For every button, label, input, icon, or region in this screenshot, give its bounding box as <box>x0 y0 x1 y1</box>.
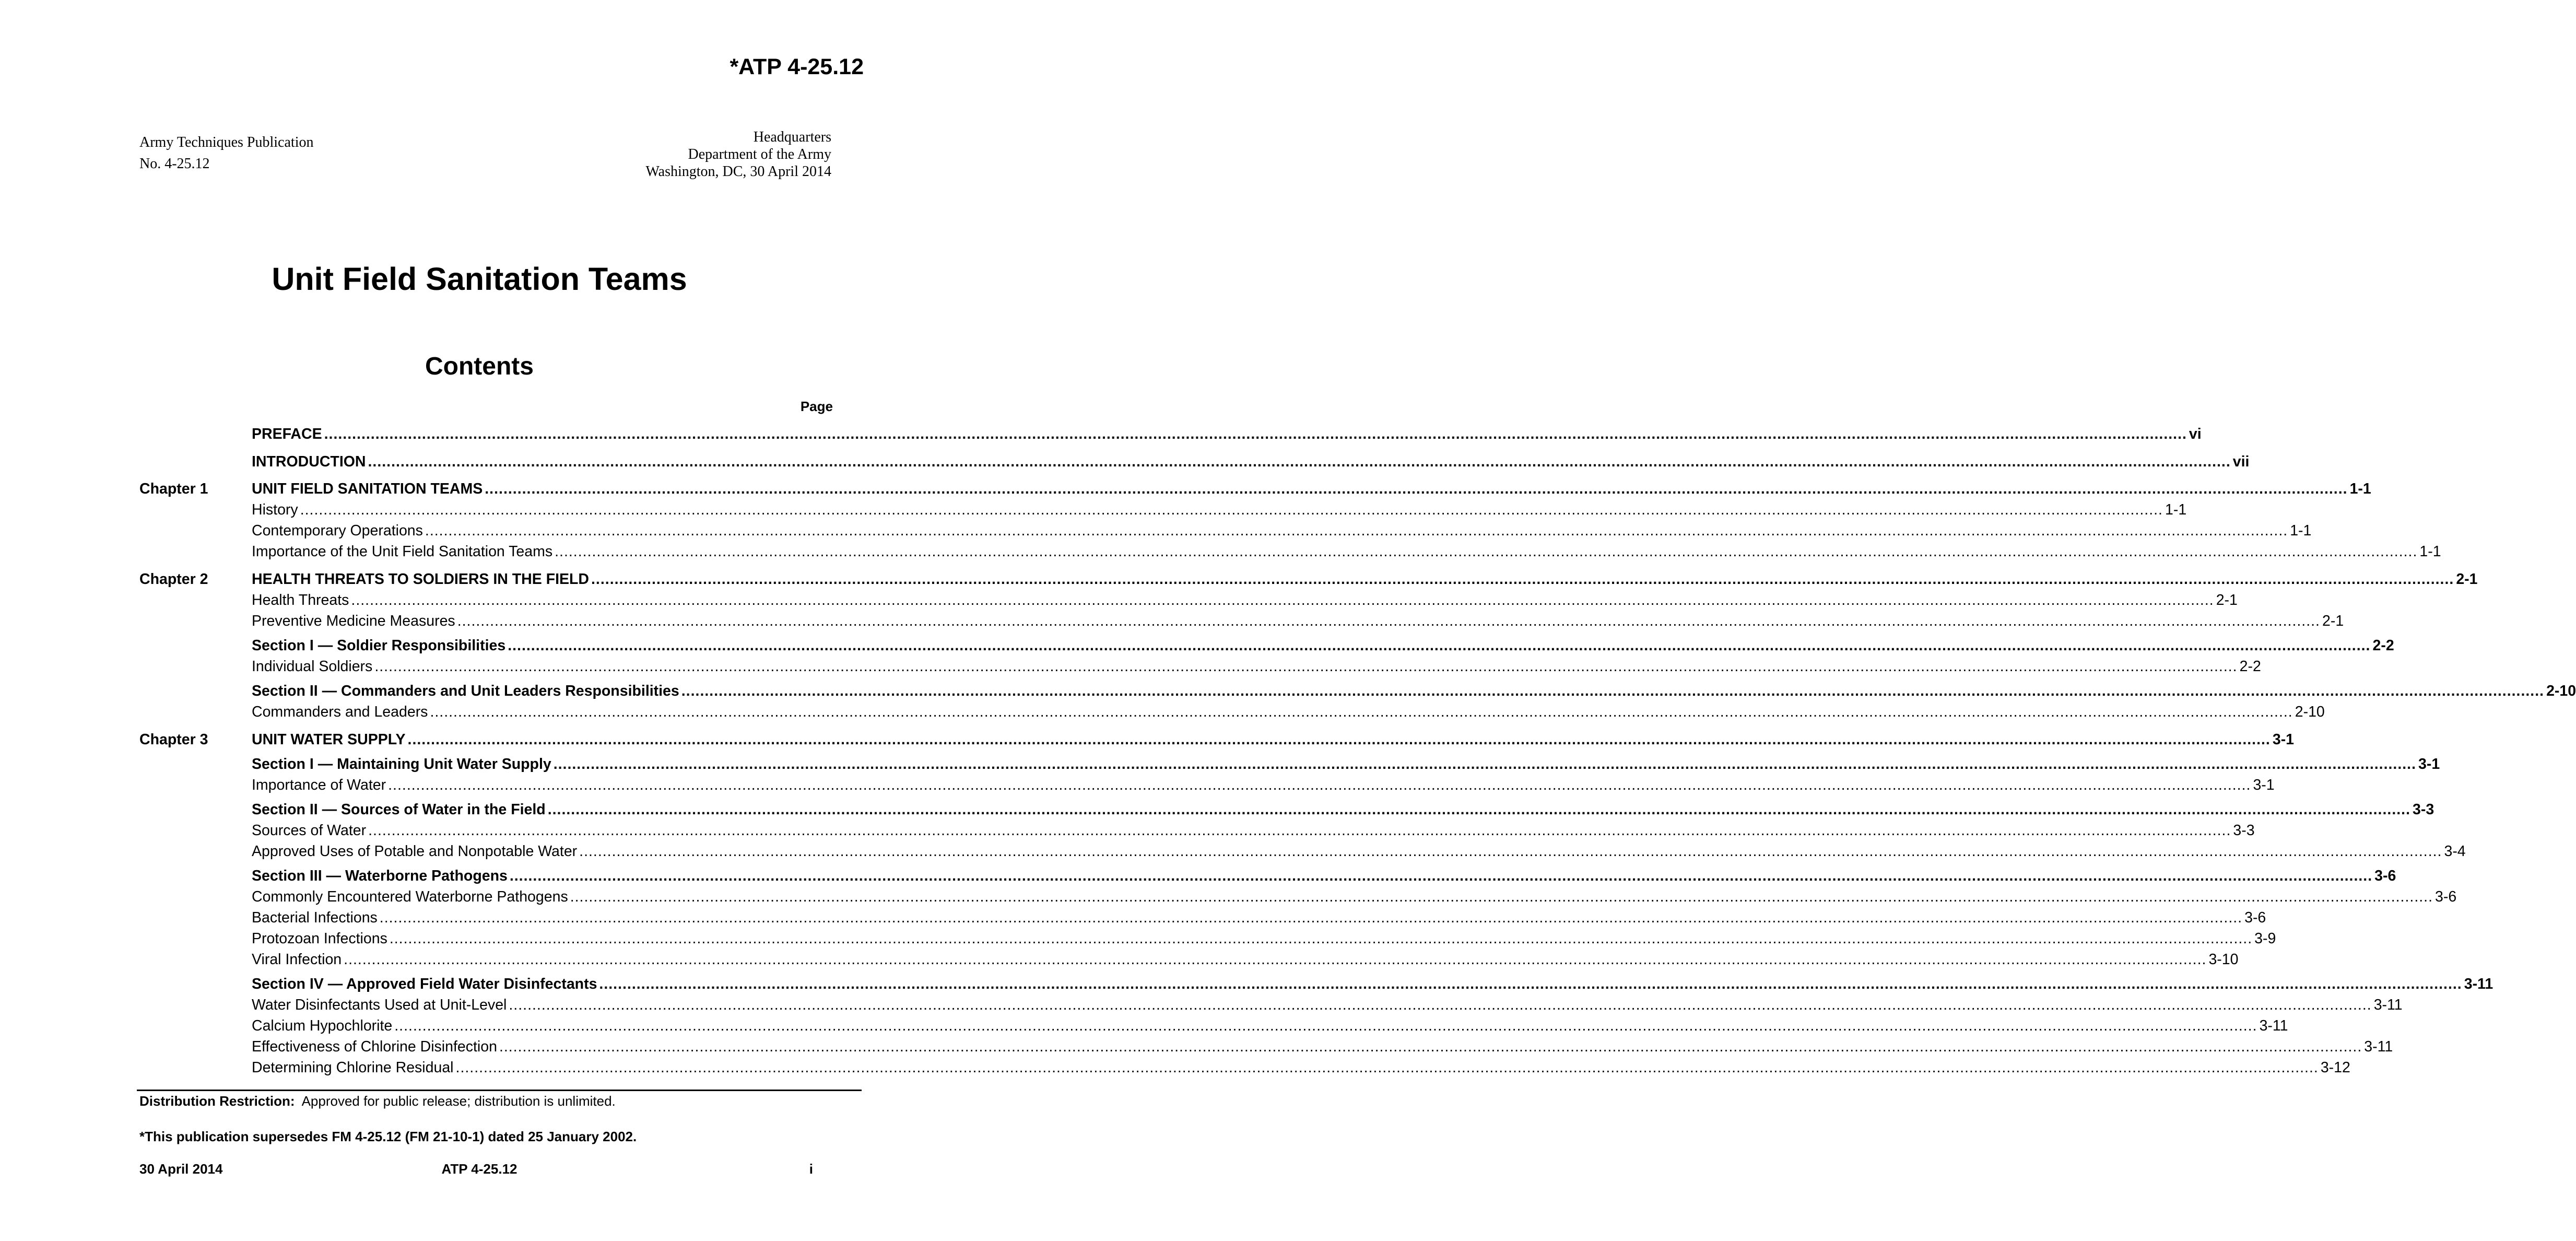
toc-entry <box>252 424 2202 444</box>
toc-page-number: 1-1 <box>2165 501 2187 518</box>
toc-page-number: vii <box>2232 453 2250 470</box>
toc-entry-title: Sources of Water <box>252 822 367 839</box>
toc-chapter-label: Chapter 3 <box>139 731 208 748</box>
toc-row <box>0 841 2466 862</box>
hq-line-2: Department of the Army <box>688 146 831 162</box>
toc-leader-dots: ................................................................................................................................................................................................................................................................................................................................................................................................................ <box>681 683 2545 699</box>
publication-info <box>139 132 313 174</box>
hq-line-1: Headquarters <box>753 129 831 145</box>
distribution-label: Distribution Restriction: <box>139 1093 295 1109</box>
toc-entry <box>252 701 2325 722</box>
toc-page-number: 2-2 <box>2239 658 2261 675</box>
toc-page-number: 2-1 <box>2216 592 2238 608</box>
toc-leader-dots: ................................................................................................................................................................................................................................................................................................................................................................................................................ <box>425 522 2288 539</box>
toc-row <box>0 701 2325 722</box>
toc-leader-dots: ................................................................................................................................................................................................................................................................................................................................................................................................................ <box>499 1038 2362 1055</box>
toc-leader-dots: ................................................................................................................................................................................................................................................................................................................................................................................................................ <box>324 426 2187 442</box>
publication-type: Army Techniques Publication <box>139 134 314 150</box>
toc-entry-title: Water Disinfectants Used at Unit-Level <box>252 997 507 1013</box>
toc-entry <box>252 590 2238 611</box>
toc-leader-dots: ................................................................................................................................................................................................................................................................................................................................................................................................................ <box>457 613 2320 629</box>
toc-entry-title: Viral Infection <box>252 951 342 968</box>
toc-entry <box>252 635 2394 656</box>
toc-entry <box>252 841 2466 862</box>
toc-page-number: 3-11 <box>2373 997 2403 1013</box>
page-title: Unit Field Sanitation Teams <box>272 261 687 297</box>
toc-leader-dots: ................................................................................................................................................................................................................................................................................................................................................................................................................ <box>300 501 2163 518</box>
toc-row <box>0 590 2238 611</box>
toc-leader-dots: ................................................................................................................................................................................................................................................................................................................................................................................................................ <box>547 801 2410 818</box>
toc-row <box>0 478 2371 499</box>
toc-entry-title: Bacterial Infections <box>252 909 378 926</box>
toc-entry <box>252 775 2275 795</box>
toc-entry-title: Importance of the Unit Field Sanitation Teams <box>252 543 553 560</box>
toc-leader-dots: ................................................................................................................................................................................................................................................................................................................................................................................................................ <box>591 571 2454 588</box>
toc-chapter-label: Chapter 2 <box>139 571 208 588</box>
toc-leader-dots: ................................................................................................................................................................................................................................................................................................................................................................................................................ <box>389 930 2253 947</box>
toc-leader-dots: ................................................................................................................................................................................................................................................................................................................................................................................................................ <box>368 822 2231 839</box>
toc-page-number: 3-6 <box>2244 909 2266 926</box>
distribution-restriction <box>139 1092 616 1110</box>
toc-row <box>0 499 2187 520</box>
toc-page-number: 3-3 <box>2233 822 2255 839</box>
toc-entry <box>252 499 2187 520</box>
toc-entry-title: Section I — Soldier Responsibilities <box>252 637 506 654</box>
toc-page-number: 3-1 <box>2418 756 2440 772</box>
toc-entry-title: Individual Soldiers <box>252 658 373 675</box>
toc-leader-dots: ................................................................................................................................................................................................................................................................................................................................................................................................................ <box>379 909 2243 926</box>
toc-entry <box>252 569 2478 590</box>
toc-entry-title: Determining Chlorine Residual <box>252 1059 454 1076</box>
toc-entry <box>252 478 2371 499</box>
toc-entry-title: UNIT FIELD SANITATION TEAMS <box>252 481 483 497</box>
toc-entry <box>252 799 2434 820</box>
toc-leader-dots: ................................................................................................................................................................................................................................................................................................................................................................................................................ <box>509 868 2373 884</box>
toc-entry-title: Approved Uses of Potable and Nonpotable Water <box>252 843 578 860</box>
toc-entry <box>252 656 2261 677</box>
document-id-header: *ATP 4-25.12 <box>730 54 864 79</box>
footer-doc-id: ATP 4-25.12 <box>441 1161 517 1177</box>
toc-entry <box>252 451 2250 472</box>
footer-date: 30 April 2014 <box>139 1161 223 1177</box>
toc-entry-title: Contemporary Operations <box>252 522 423 539</box>
toc-row <box>0 820 2255 841</box>
toc-entry <box>252 611 2344 631</box>
toc-entry-title: PREFACE <box>252 426 322 442</box>
toc-page-number: 1-1 <box>2419 543 2441 560</box>
toc-leader-dots: ................................................................................................................................................................................................................................................................................................................................................................................................................ <box>430 704 2293 720</box>
toc-row <box>0 799 2434 820</box>
toc-page-number: 3-6 <box>2374 868 2396 884</box>
toc-row <box>0 1036 2393 1057</box>
toc-entry-title: Section II — Commanders and Unit Leaders Responsibilities <box>252 683 679 699</box>
toc-entry-title: INTRODUCTION <box>252 453 366 470</box>
toc-page-number: 3-11 <box>2464 976 2493 992</box>
contents-heading: Contents <box>425 353 534 380</box>
toc-row <box>0 928 2276 949</box>
toc-entry <box>252 729 2295 750</box>
toc-page-number: 2-10 <box>2295 704 2325 720</box>
toc-entry <box>252 1015 2288 1036</box>
toc-row <box>0 994 2403 1015</box>
toc-row <box>0 451 2250 472</box>
toc-row <box>0 949 2239 970</box>
toc-entry <box>252 1057 2350 1078</box>
footer-page-number: i <box>809 1161 813 1177</box>
toc-entry <box>252 820 2255 841</box>
toc-row <box>0 754 2440 775</box>
toc-entry-title: Effectiveness of Chlorine Disinfection <box>252 1038 497 1055</box>
toc-leader-dots: ................................................................................................................................................................................................................................................................................................................................................................................................................ <box>394 1017 2257 1034</box>
toc-entry <box>252 754 2440 775</box>
toc-page-number: 3-9 <box>2254 930 2276 947</box>
toc-leader-dots: ................................................................................................................................................................................................................................................................................................................................................................................................................ <box>508 637 2371 654</box>
headquarters-info <box>645 128 831 180</box>
toc-page-number: 3-4 <box>2444 843 2466 860</box>
toc-entry <box>252 681 2576 701</box>
toc-row <box>0 1015 2288 1036</box>
toc-row <box>0 729 2295 750</box>
toc-chapter-label: Chapter 1 <box>139 481 208 497</box>
toc-leader-dots: ................................................................................................................................................................................................................................................................................................................................................................................................................ <box>579 843 2442 860</box>
toc-entry-title: Protozoan Infections <box>252 930 387 947</box>
toc-page-number: vi <box>2189 426 2202 442</box>
toc-row <box>0 886 2457 907</box>
toc-leader-dots: ................................................................................................................................................................................................................................................................................................................................................................................................................ <box>485 481 2348 497</box>
toc-row <box>0 775 2275 795</box>
toc-leader-dots: ................................................................................................................................................................................................................................................................................................................................................................................................................ <box>509 997 2372 1013</box>
toc-leader-dots: ................................................................................................................................................................................................................................................................................................................................................................................................................ <box>555 543 2418 560</box>
toc-entry-title: Importance of Water <box>252 777 386 793</box>
toc-page-number: 1-1 <box>2349 481 2371 497</box>
toc-row <box>0 865 2396 886</box>
toc-entry <box>252 907 2266 928</box>
toc-entry-title: Preventive Medicine Measures <box>252 613 455 629</box>
toc-page-number: 3-1 <box>2253 777 2275 793</box>
toc-page-number: 3-10 <box>2208 951 2239 968</box>
toc-entry-title: Commanders and Leaders <box>252 704 428 720</box>
toc-entry <box>252 865 2396 886</box>
toc-leader-dots: ................................................................................................................................................................................................................................................................................................................................................................................................................ <box>553 756 2417 772</box>
hq-line-3: Washington, DC, 30 April 2014 <box>645 163 831 180</box>
toc-entry-title: Section I — Maintaining Unit Water Supply <box>252 756 551 772</box>
toc-page-number: 1-1 <box>2290 522 2312 539</box>
toc-row <box>0 635 2394 656</box>
toc-leader-dots: ................................................................................................................................................................................................................................................................................................................................................................................................................ <box>344 951 2207 968</box>
distribution-text: Approved for public release; distribution is unlimited. <box>301 1093 616 1109</box>
toc-leader-dots: ................................................................................................................................................................................................................................................................................................................................................................................................................ <box>455 1059 2319 1076</box>
toc-entry-title: Health Threats <box>252 592 349 608</box>
toc-entry <box>252 886 2457 907</box>
toc-leader-dots: ................................................................................................................................................................................................................................................................................................................................................................................................................ <box>351 592 2214 608</box>
toc-entry <box>252 541 2441 562</box>
page-column-label: Page <box>800 399 833 414</box>
toc-entry <box>252 949 2239 970</box>
toc-entry-title: Section II — Sources of Water in the Field <box>252 801 546 818</box>
toc-page-number: 3-11 <box>2259 1017 2288 1034</box>
toc-page-number: 2-2 <box>2372 637 2394 654</box>
toc-entry <box>252 928 2276 949</box>
toc-entry-title: Commonly Encountered Waterborne Pathogens <box>252 888 568 905</box>
supersedes-note: *This publication supersedes FM 4-25.12 (FM 21-10-1) dated 25 January 2002. <box>139 1129 637 1144</box>
toc-entry <box>252 1036 2393 1057</box>
toc-row <box>0 520 2312 541</box>
toc-entry <box>252 974 2493 994</box>
toc-entry <box>252 520 2312 541</box>
toc-leader-dots: ................................................................................................................................................................................................................................................................................................................................................................................................................ <box>368 453 2231 470</box>
toc-row <box>0 569 2478 590</box>
toc-row <box>0 656 2261 677</box>
toc-leader-dots: ................................................................................................................................................................................................................................................................................................................................................................................................................ <box>570 888 2433 905</box>
toc-row <box>0 611 2344 631</box>
toc-row <box>0 907 2266 928</box>
toc-entry-title: Section III — Waterborne Pathogens <box>252 868 508 884</box>
toc-page-number: 2-10 <box>2546 683 2576 699</box>
toc-page-number: 3-12 <box>2320 1059 2350 1076</box>
toc-page-number: 3-1 <box>2272 731 2295 748</box>
toc-row <box>0 424 2202 444</box>
toc-leader-dots: ................................................................................................................................................................................................................................................................................................................................................................................................................ <box>407 731 2271 748</box>
toc-page-number: 2-1 <box>2456 571 2478 588</box>
toc-leader-dots: ................................................................................................................................................................................................................................................................................................................................................................................................................ <box>388 777 2251 793</box>
toc-entry-title: Calcium Hypochlorite <box>252 1017 393 1034</box>
toc-page-number: 3-3 <box>2413 801 2434 818</box>
publication-number: No. 4-25.12 <box>139 156 210 172</box>
toc-row <box>0 681 2576 701</box>
divider <box>137 1090 862 1091</box>
toc-row <box>0 974 2493 994</box>
toc-row <box>0 541 2441 562</box>
toc-entry-title: HEALTH THREATS TO SOLDIERS IN THE FIELD <box>252 571 590 588</box>
toc-page-number: 2-1 <box>2322 613 2344 629</box>
toc-entry-title: History <box>252 501 298 518</box>
toc-entry <box>252 994 2403 1015</box>
toc-entry-title: UNIT WATER SUPPLY <box>252 731 406 748</box>
toc-row <box>0 1057 2350 1078</box>
toc-leader-dots: ................................................................................................................................................................................................................................................................................................................................................................................................................ <box>374 658 2238 675</box>
toc-page-number: 3-11 <box>2364 1038 2393 1055</box>
toc-page-number: 3-6 <box>2435 888 2457 905</box>
toc-leader-dots: ................................................................................................................................................................................................................................................................................................................................................................................................................ <box>599 976 2462 992</box>
toc-entry-title: Section IV — Approved Field Water Disinfectants <box>252 976 597 992</box>
